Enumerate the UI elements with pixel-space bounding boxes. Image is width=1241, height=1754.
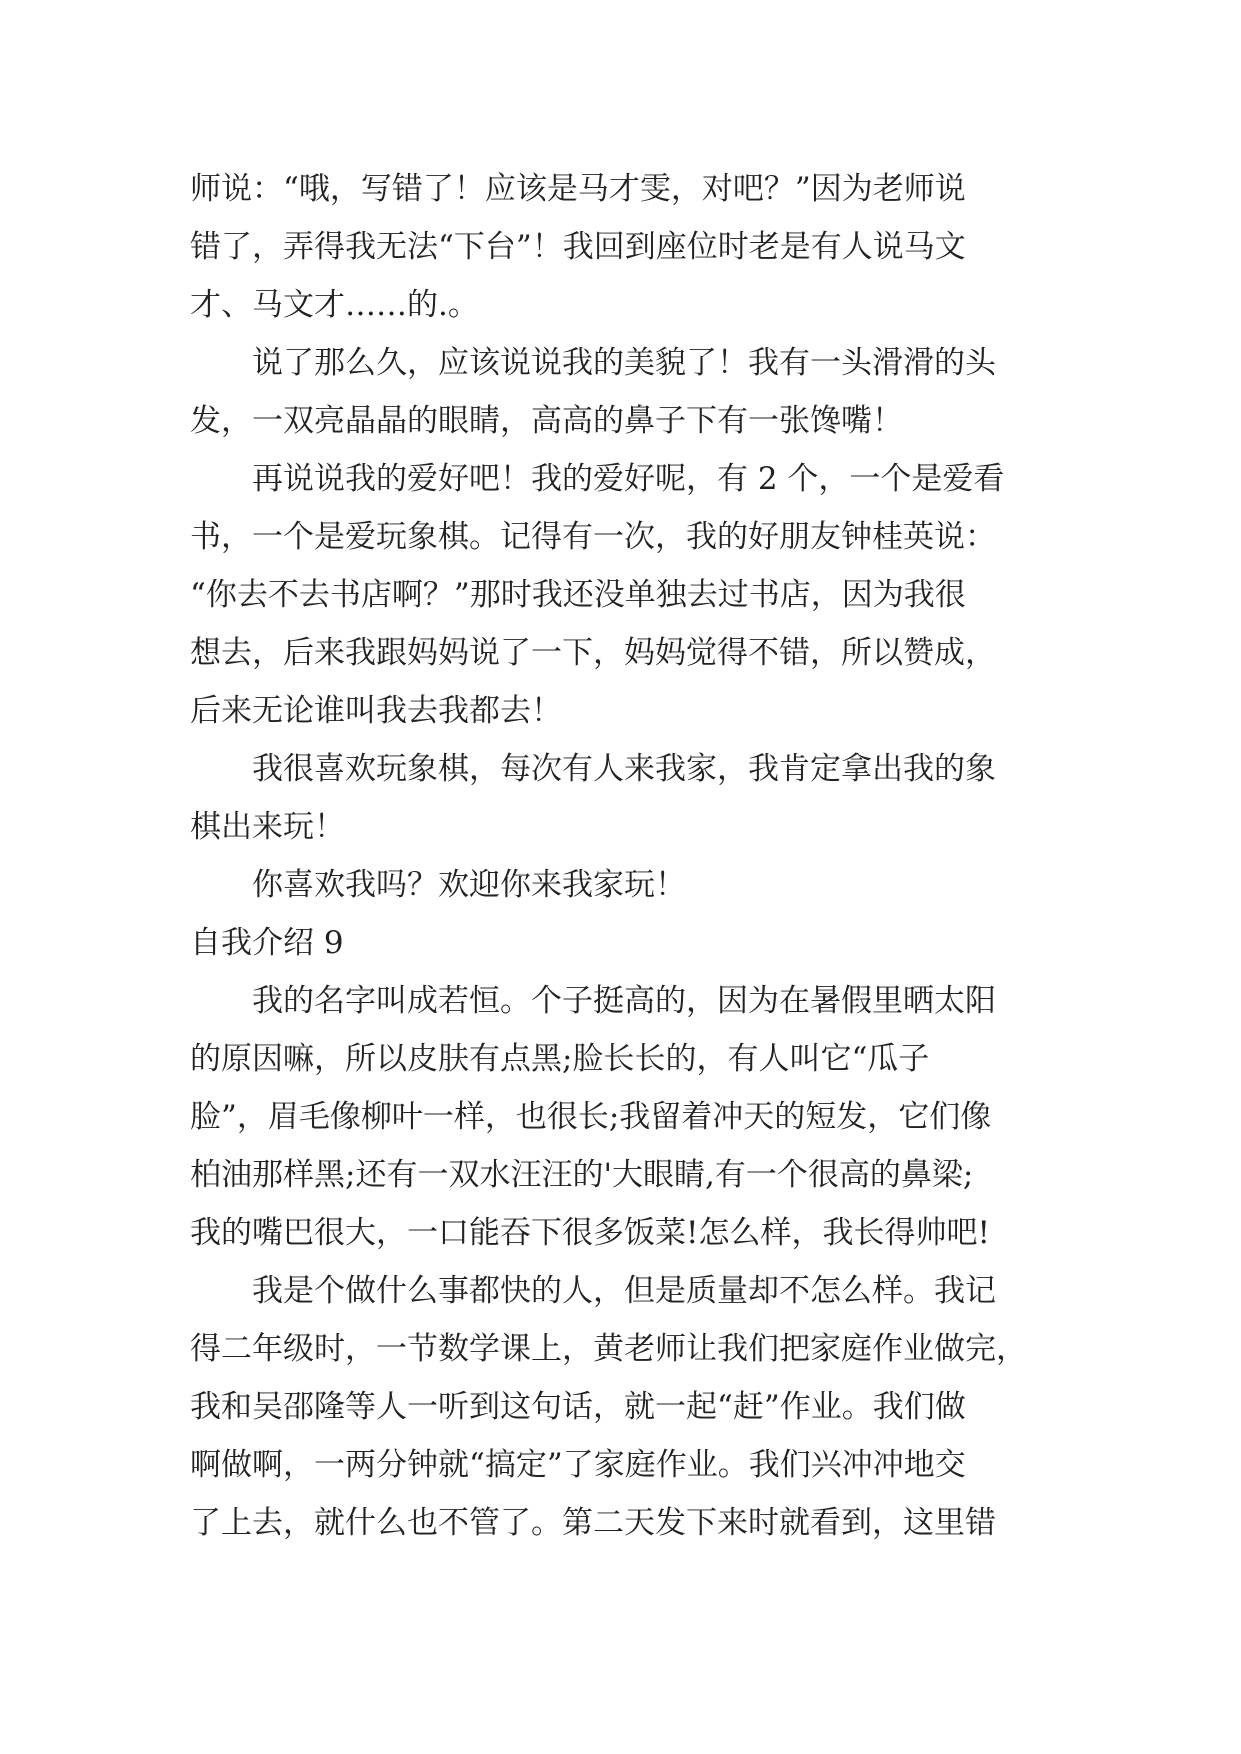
text-line: 我是个做什么事都快的人，但是质量却不怎么样。我记 <box>252 1273 996 1309</box>
text-line: 书，一个是爱玩象棋。记得有一次，我的好朋友钟桂英说： <box>190 519 996 555</box>
text-line: 才、马文才……的.。 <box>190 287 479 323</box>
text-line: 得二年级时，一节数学课上，黄老师让我们把家庭作业做完， <box>190 1331 1027 1367</box>
text-line: 师说：“哦，写错了！应该是马才雯，对吧？”因为老师说 <box>190 171 966 207</box>
text-line: 棋出来玩！ <box>190 809 345 845</box>
text-line: “你去不去书店啊？”那时我还没单独去过书店，因为我很 <box>190 577 966 613</box>
text-line: 我的嘴巴很大，一口能吞下很多饭菜!怎么样，我长得帅吧! <box>190 1215 990 1251</box>
text-line: 想去，后来我跟妈妈说了一下，妈妈觉得不错，所以赞成， <box>190 635 996 671</box>
text-line: 说了那么久，应该说说我的美貌了！我有一头滑滑的头 <box>252 345 996 381</box>
document-body <box>190 160 1060 1552</box>
text-line: 我的名字叫成若恒。个子挺高的，因为在暑假里晒太阳 <box>252 983 996 1019</box>
text-line: 再说说我的爱好吧！我的爱好呢，有 2 个，一个是爱看 <box>252 461 1005 497</box>
text-line: 你喜欢我吗？欢迎你来我家玩！ <box>252 867 686 903</box>
text-line: 脸”，眉毛像柳叶一样，也很长;我留着冲天的短发，它们像 <box>190 1099 992 1135</box>
section-heading: 自我介绍 9 <box>190 925 344 961</box>
text-line: 了上去，就什么也不管了。第二天发下来时就看到，这里错 <box>190 1505 996 1541</box>
text-line: 柏油那样黑;还有一双水汪汪的'大眼睛,有一个很高的鼻梁; <box>190 1157 974 1193</box>
text-line: 发，一双亮晶晶的眼睛，高高的鼻子下有一张馋嘴！ <box>190 403 903 439</box>
text-line: 啊做啊，一两分钟就“搞定”了家庭作业。我们兴冲冲地交 <box>190 1447 966 1483</box>
text-line: 我和吴邵隆等人一听到这句话，就一起“赶”作业。我们做 <box>190 1389 966 1425</box>
text-line: 的原因嘛，所以皮肤有点黑;脸长长的，有人叫它“瓜子 <box>190 1041 930 1077</box>
text-line: 我很喜欢玩象棋，每次有人来我家，我肯定拿出我的象 <box>252 751 996 787</box>
text-line: 后来无论谁叫我去我都去！ <box>190 693 562 729</box>
text-line: 错了，弄得我无法“下台”！我回到座位时老是有人说马文 <box>190 229 966 265</box>
